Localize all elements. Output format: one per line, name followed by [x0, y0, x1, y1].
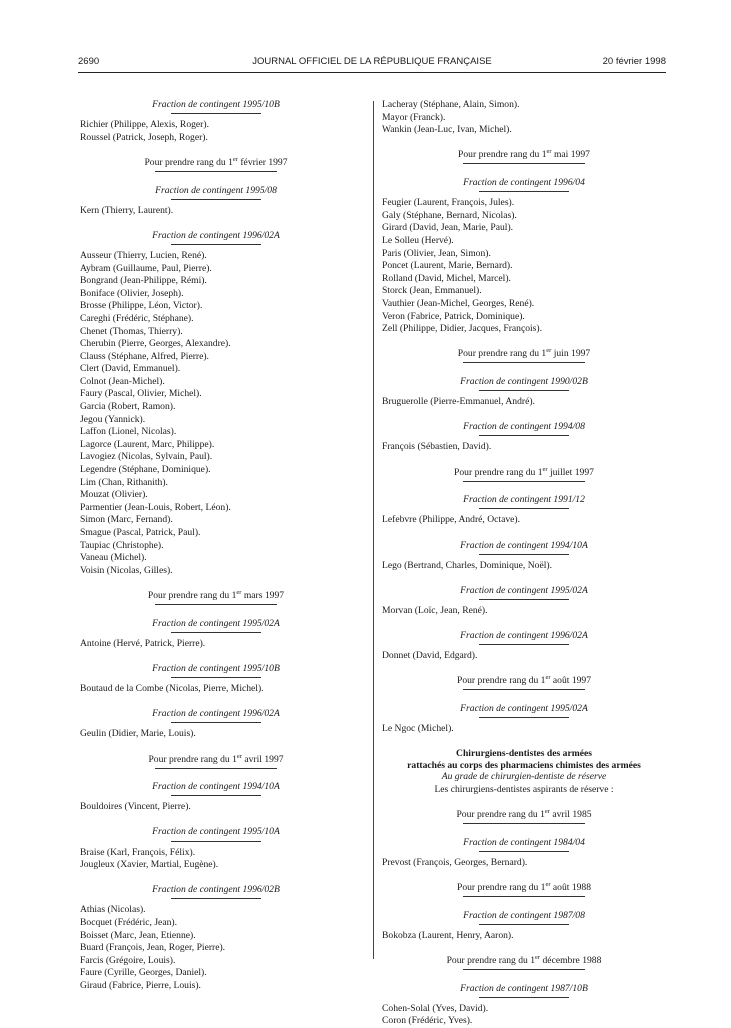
rank-ordinal: er: [544, 807, 550, 815]
heading-underline: [463, 163, 585, 164]
name-entry: Giraud (Fabrice, Pierre, Louis).: [80, 980, 201, 991]
contingent-fraction: Fraction de contingent 1995/02A: [460, 584, 588, 596]
rank-prefix: Pour prendre rang du 1: [454, 466, 543, 478]
rank-ordinal: er: [542, 465, 548, 473]
name-entry: Faure (Cyrille, Georges, Daniel).: [80, 967, 207, 979]
name-entry: Buard (François, Jean, Roger, Pierre).: [80, 942, 226, 954]
rank-ordinal: er: [535, 953, 541, 961]
name-entry: Clert (David, Emmanuel).: [80, 363, 181, 375]
name-entry: Jegou (Yannick).: [80, 413, 146, 425]
name-entry: Paris (Olivier, Jean, Simon).: [382, 247, 491, 259]
name-entry: Lavogiez (Nicolas, Sylvain, Paul).: [80, 451, 213, 463]
contingent-fraction: Fraction de contingent 1996/02A: [152, 708, 280, 720]
fraction-underline: [171, 199, 261, 200]
name-entry: Wankin (Jean-Luc, Ivan, Michel).: [382, 124, 512, 136]
rank-date: décembre 1988: [540, 954, 602, 966]
name-entry: Bocquet (Frédéric, Jean).: [80, 917, 177, 929]
contingent-fraction: Fraction de contingent 1995/02A: [152, 617, 280, 629]
rank-ordinal: er: [545, 880, 551, 888]
fraction-underline: [171, 677, 261, 678]
name-entry: Vauthier (Jean-Michel, Georges, René).: [382, 297, 535, 309]
name-entry: Boutaud de la Combe (Nicolas, Pierre, Michel).: [80, 683, 264, 695]
entry-block: [382, 467, 666, 482]
name-entry: Le Solleu (Hervé).: [382, 234, 454, 246]
name-entry: Farcis (Grégoire, Louis).: [80, 954, 176, 966]
name-entry: Girard (David, Jean, Marie, Paul).: [382, 222, 514, 234]
contingent-fraction: Fraction de contingent 1987/08: [463, 909, 585, 921]
fraction-underline: [479, 508, 569, 509]
rank-prefix: Pour prendre rang du 1: [456, 808, 545, 820]
fraction-underline: [171, 632, 261, 633]
name-entry: Roussel (Patrick, Joseph, Roger).: [80, 131, 208, 143]
heading-underline: [155, 604, 277, 605]
rank-date-heading: [382, 467, 666, 480]
contingent-fraction: Fraction de contingent 1996/04: [463, 177, 585, 189]
name-entry: Aybram (Guillaume, Paul, Pierre).: [80, 262, 212, 274]
name-entry: Brosse (Philippe, Léon, Victor).: [80, 300, 203, 312]
contingent-fraction: Fraction de contingent 1994/08: [463, 421, 585, 433]
name-entry: Zell (Philippe, Didier, Jacques, François).: [382, 323, 543, 335]
rank-ordinal: er: [546, 148, 552, 156]
contingent-fraction: Fraction de contingent 1996/02B: [152, 884, 280, 896]
entry-block: [382, 585, 666, 618]
name-entry: Careghi (Frédéric, Stéphane).: [80, 312, 194, 324]
rank-prefix: Pour prendre rang du 1: [148, 753, 237, 765]
entry-block: [80, 230, 352, 578]
fraction-underline: [171, 244, 261, 245]
name-entry: Faury (Pascal, Olivier, Michel).: [80, 388, 202, 400]
journal-title: JOURNAL OFFICIEL DE LA RÉPUBLIQUE FRANÇAISE: [252, 56, 492, 67]
fraction-underline: [479, 599, 569, 600]
name-entry: Donnet (David, Edgard).: [382, 650, 478, 662]
rank-ordinal: er: [236, 752, 242, 760]
entry-block: [382, 882, 666, 897]
fraction-underline: [479, 435, 569, 436]
fraction-underline: [479, 554, 569, 555]
name-entry: Ausseur (Thierry, Lucien, René).: [80, 249, 207, 261]
fraction-underline: [171, 113, 261, 114]
name-entry: Antoine (Hervé, Patrick, Pierre).: [80, 637, 206, 649]
name-entry: Taupiac (Christophe).: [80, 539, 164, 551]
rank-date-heading: [382, 348, 666, 361]
rank-date-heading: [382, 809, 666, 822]
name-entry: Lim (Chan, Rithanith).: [80, 476, 168, 488]
entry-block: [382, 983, 666, 1028]
fraction-underline: [171, 841, 261, 842]
contingent-fraction: Fraction de contingent 1995/10B: [152, 662, 280, 674]
name-entry: Morvan (Loïc, Jean, René).: [382, 604, 488, 616]
entry-block: [80, 663, 352, 696]
rank-date: avril 1997: [241, 753, 284, 765]
entry-block: [382, 348, 666, 363]
entry-block: [382, 955, 666, 970]
fraction-underline: [171, 898, 261, 899]
contingent-fraction: Fraction de contingent 1995/10A: [152, 826, 280, 838]
name-entry: Cohen-Solal (Yves, David).: [382, 1002, 489, 1014]
name-entry: Le Ngoc (Michel).: [382, 723, 454, 735]
page-header: [78, 56, 666, 70]
rank-date: juillet 1997: [547, 466, 594, 478]
fraction-underline: [479, 851, 569, 852]
entry-block: [382, 99, 666, 137]
entry-block: [80, 99, 352, 144]
contingent-fraction: Fraction de contingent 1996/02A: [152, 229, 280, 241]
fraction-underline: [479, 997, 569, 998]
rank-prefix: Pour prendre rang du 1: [147, 589, 237, 601]
entry-block: [382, 703, 666, 736]
name-entry: Jougleux (Xavier, Martial, Eugène).: [80, 859, 219, 871]
heading-underline: [155, 768, 277, 769]
section-heading: rattachés au corps des pharmaciens chimistes des armées: [407, 759, 641, 771]
heading-underline: [463, 362, 585, 363]
name-entry: Veron (Fabrice, Patrick, Dominique).: [382, 310, 525, 322]
rank-date: mai 1997: [551, 149, 590, 161]
entry-block: [382, 910, 666, 943]
name-entry: Poncet (Laurent, Marie, Bernard).: [382, 260, 513, 272]
heading-underline: [463, 969, 585, 970]
heading-underline: [463, 481, 585, 482]
entry-block: [382, 540, 666, 573]
name-entry: Feugier (Laurent, François, Jules).: [382, 197, 515, 209]
name-entry: Lacheray (Stéphane, Alain, Simon).: [382, 99, 520, 110]
fraction-underline: [171, 722, 261, 723]
rank-prefix: Pour prendre rang du 1: [458, 149, 547, 161]
name-entry: Mouzat (Olivier).: [80, 489, 148, 501]
rank-date-heading: [382, 149, 666, 162]
contingent-fraction: Fraction de contingent 1995/08: [155, 184, 277, 196]
entry-block: [80, 826, 352, 871]
name-entry: Cherubin (Pierre, Georges, Alexandre).: [80, 338, 231, 350]
entry-block: [80, 708, 352, 741]
rank-ordinal: er: [236, 588, 242, 596]
name-entry: Galy (Stéphane, Bernard, Nicolas).: [382, 209, 517, 221]
fraction-underline: [479, 924, 569, 925]
rank-date-heading: [80, 590, 352, 603]
name-entry: Rolland (David, Michel, Marcel).: [382, 272, 511, 284]
rank-ordinal: er: [545, 674, 551, 682]
name-entry: Clauss (Stéphane, Alfred, Pierre).: [80, 350, 209, 362]
heading-underline: [155, 171, 277, 172]
entry-block: [80, 781, 352, 814]
rank-date: mars 1997: [241, 589, 285, 601]
entry-block: [382, 837, 666, 870]
entry-block: [382, 376, 666, 409]
rank-prefix: Pour prendre rang du 1: [144, 156, 233, 168]
contingent-fraction: Fraction de contingent 1995/02A: [460, 703, 588, 715]
name-entry: Chenet (Thomas, Thierry).: [80, 325, 183, 337]
heading-underline: [463, 823, 585, 824]
name-entry: Parmentier (Jean-Louis, Robert, Léon).: [80, 501, 231, 513]
name-entry: Simon (Marc, Fernand).: [80, 514, 173, 526]
rank-date: août 1988: [550, 881, 592, 893]
rank-date: février 1997: [237, 156, 288, 168]
entry-block: [80, 157, 352, 172]
contingent-fraction: Fraction de contingent 1987/10B: [460, 982, 588, 994]
grade-note: Au grade de chirurgien-dentiste de réserve: [441, 771, 607, 783]
contingent-fraction: Fraction de contingent 1994/10A: [152, 781, 280, 793]
entry-block: [382, 421, 666, 454]
name-entry: Voisin (Nicolas, Gilles).: [80, 564, 173, 576]
fraction-underline: [171, 795, 261, 796]
right-column: [382, 99, 666, 1028]
rank-date-heading: [382, 675, 666, 688]
rank-prefix: Pour prendre rang du 1: [456, 881, 546, 893]
name-entry: Coron (Frédéric, Yves).: [382, 1015, 473, 1027]
entry-block: [382, 630, 666, 663]
name-entry: Athias (Nicolas).: [80, 904, 146, 916]
entry-block: [382, 809, 666, 824]
name-entry: Laffon (Lionel, Nicolas).: [80, 426, 177, 438]
rank-ordinal: er: [546, 347, 552, 355]
name-entry: Bouldoires (Vincent, Pierre).: [80, 801, 191, 813]
contingent-fraction: Fraction de contingent 1990/02B: [460, 375, 588, 387]
publication-date: 20 février 1998: [602, 56, 666, 67]
heading-underline: [463, 689, 585, 690]
name-entry: Colnot (Jean-Michel).: [80, 375, 165, 387]
entry-block: [80, 590, 352, 605]
name-entry: Prevost (François, Georges, Bernard).: [382, 856, 528, 868]
rank-prefix: Pour prendre rang du 1: [457, 348, 547, 360]
name-entry: Vaneau (Michel).: [80, 552, 147, 564]
contingent-fraction: Fraction de contingent 1996/02A: [460, 630, 588, 642]
intro-text: Les chirurgiens-dentistes aspirants de réserve :: [434, 783, 614, 795]
entry-block: [382, 149, 666, 164]
rank-date-heading: [382, 955, 666, 968]
name-entry: Smague (Pascal, Patrick, Paul).: [80, 527, 201, 538]
name-entry: Lefebvre (Philippe, André, Octave).: [382, 514, 520, 526]
rank-date: août 1997: [550, 675, 592, 687]
name-entry: Storck (Jean, Emmanuel).: [382, 285, 482, 297]
rank-prefix: Pour prendre rang du 1: [446, 954, 536, 966]
name-entry: Richier (Philippe, Alexis, Roger).: [80, 119, 209, 131]
entry-block: [80, 884, 352, 992]
page-number: 2690: [78, 56, 100, 67]
entry-block: [80, 618, 352, 651]
contingent-fraction: Fraction de contingent 1991/12: [463, 494, 585, 506]
name-entry: Lagorce (Laurent, Marc, Philippe).: [80, 438, 215, 450]
rank-date-heading: [382, 882, 666, 895]
name-entry: François (Sébastien, David).: [382, 441, 492, 453]
header-rule: [78, 72, 666, 73]
entry-block: [382, 494, 666, 527]
rank-date-heading: [80, 754, 352, 767]
name-entry: Geulin (Didier, Marie, Louis).: [80, 728, 196, 740]
name-entry: Legendre (Stéphane, Dominique).: [80, 464, 211, 476]
contingent-fraction: Fraction de contingent 1984/04: [463, 836, 585, 848]
name-entry: Kern (Thierry, Laurent).: [80, 204, 174, 216]
rank-date: juin 1997: [551, 348, 591, 360]
rank-date-heading: [80, 157, 352, 170]
fraction-underline: [479, 717, 569, 718]
column-divider: [373, 101, 374, 959]
fraction-underline: [479, 390, 569, 391]
fraction-underline: [479, 644, 569, 645]
left-column: [80, 99, 352, 993]
contingent-fraction: Fraction de contingent 1995/10B: [152, 99, 280, 110]
name-entry: Mayor (Franck).: [382, 111, 446, 123]
entry-block: [80, 185, 352, 218]
heading-underline: [463, 896, 585, 897]
name-entry: Boisset (Marc, Jean, Etienne).: [80, 929, 196, 941]
entry-block: [80, 754, 352, 769]
rank-ordinal: er: [232, 155, 238, 163]
rank-date: avril 1985: [549, 808, 592, 820]
fraction-underline: [479, 191, 569, 192]
name-entry: Garcia (Robert, Ramon).: [80, 401, 176, 413]
contingent-fraction: Fraction de contingent 1994/10A: [460, 539, 588, 551]
name-entry: Bruguerolle (Pierre-Emmanuel, André).: [382, 396, 535, 408]
name-entry: Boniface (Olivier, Joseph).: [80, 287, 184, 299]
entry-block: [382, 177, 666, 336]
name-entry: Bongrand (Jean-Philippe, Rémi).: [80, 275, 207, 287]
section-heading: Chirurgiens-dentistes des armées: [456, 748, 592, 760]
name-entry: Braise (Karl, François, Félix).: [80, 846, 196, 858]
entry-block: [382, 748, 666, 796]
rank-prefix: Pour prendre rang du 1: [456, 675, 546, 687]
name-entry: Bokobza (Laurent, Henry, Aaron).: [382, 929, 514, 941]
name-entry: Lego (Bertrand, Charles, Dominique, Noël).: [382, 559, 552, 571]
entry-block: [382, 675, 666, 690]
